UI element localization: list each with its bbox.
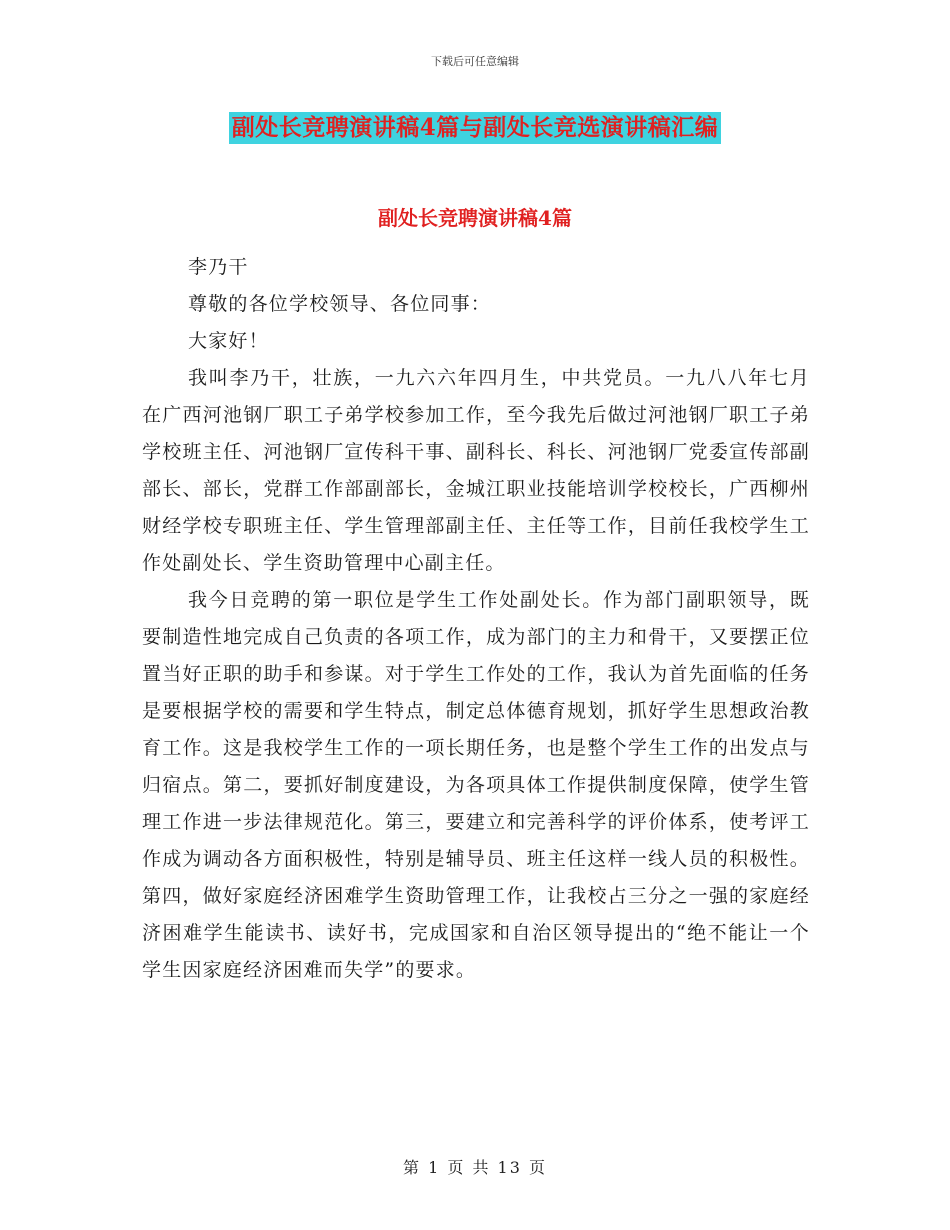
greeting-line: 大家好！ — [188, 330, 269, 352]
main-title: 副处长竞聘演讲稿4篇与副处长竞选演讲稿汇编 — [229, 112, 722, 144]
paragraph: 我叫李乃干，壮族，一九六六年四月生，中共党员。一九八八年七月在广西河池钢厂职工子弟学校参加工作，至今我先后做过河池钢厂职工子弟学校班主任、河池钢厂宣传科干事、副科长、科长、河池钢厂党委宣传部副部长、部长，党群工作部副部长，金城江职业技能培训学校校长，广西柳州财经学校专职班主任、学生管理部副主任、主任等工作，目前任我校学生工作处副处长、学生资助管理中心副主任。 — [142, 367, 810, 574]
page-header-note: 下载后可任意编辑 — [431, 55, 519, 68]
main-title-container — [0, 112, 950, 144]
document-body — [142, 249, 810, 989]
sub-title: 副处长竞聘演讲稿4篇 — [378, 206, 572, 230]
paragraph: 我今日竞聘的第一职位是学生工作处副处长。作为部门副职领导，既要制造性地完成自己负责的各项工作，成为部门的主力和骨干，又要摆正位置当好正职的助手和参谋。对于学生工作处的工作，我认为首先面临的任务是要根据学校的需要和学生特点，制定总体德育规划，抓好学生思想政治教育工作。这是我校学生工作的一项长期任务，也是整个学生工作的出发点与归宿点。第二，要抓好制度建设，为各项具体工作提供制度保障，使学生管理工作进一步法律规范化。第三，要建立和完善科学的评价体系，使考评工作成为调动各方面积极性，特别是辅导员、班主任这样一线人员的积极性。第四，做好家庭经济困难学生资助管理工作，让我校占三分之一强的家庭经济困难学生能读书、读好书，完成国家和自治区领导提出的“绝不能让一个学生因家庭经济困难而失学”的要求。 — [142, 589, 810, 981]
author-line: 李乃干 — [188, 256, 249, 278]
page-number-footer: 第 1 页 共 13 页 — [403, 1158, 547, 1177]
salutation-line: 尊敬的各位学校领导、各位同事： — [188, 293, 492, 315]
